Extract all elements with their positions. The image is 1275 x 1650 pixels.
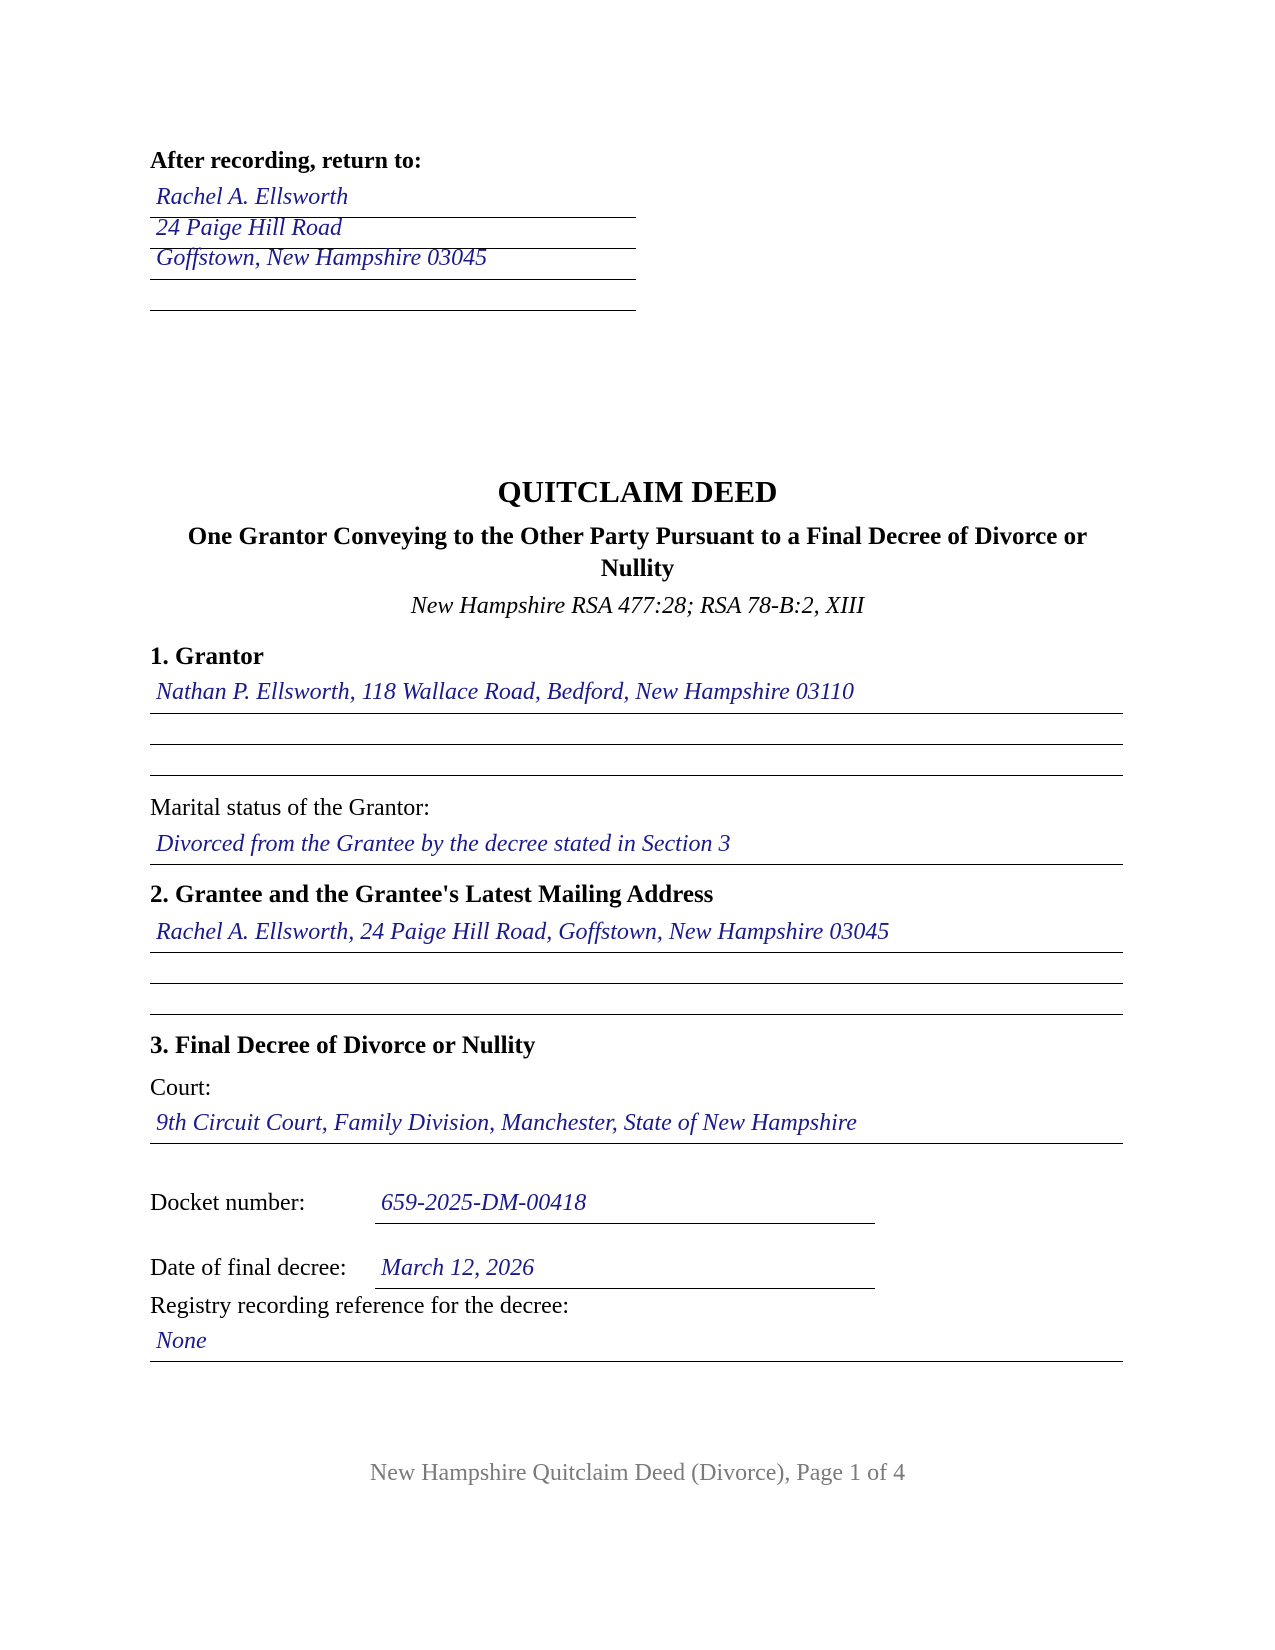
marital-status-label: Marital status of the Grantor:	[150, 795, 430, 821]
docket-number-rule	[375, 1223, 875, 1224]
section-1-heading: 1. Grantor	[150, 643, 264, 670]
return-to-city: Goffstown, New Hampshire 03045	[156, 245, 488, 271]
grantor-rule-2	[150, 744, 1123, 745]
grantee-rule-3	[150, 1014, 1123, 1015]
grantee-line-1: Rachel A. Ellsworth, 24 Paige Hill Road, Goffstown, New Hampshire 03045	[156, 919, 890, 945]
statute-reference: New Hampshire RSA 477:28; RSA 78-B:2, XIII	[410, 593, 865, 619]
court-rule	[150, 1143, 1123, 1144]
registry-reference-value: None	[156, 1328, 207, 1354]
registry-reference-label: Registry recording reference for the decree:	[150, 1293, 570, 1319]
document-subtitle-line-2: Nullity	[600, 555, 675, 582]
return-to-line-3	[150, 279, 636, 280]
registry-reference-rule	[150, 1361, 1123, 1362]
page-footer: New Hampshire Quitclaim Deed (Divorce), Page 1 of 4	[369, 1460, 906, 1486]
marital-status-rule	[150, 864, 1123, 865]
docket-number-label: Docket number:	[150, 1190, 306, 1216]
return-to-heading: After recording, return to:	[150, 148, 422, 174]
court-value: 9th Circuit Court, Family Division, Manchester, State of New Hampshire	[156, 1110, 857, 1136]
document-title: QUITCLAIM DEED	[497, 474, 778, 509]
decree-date-rule	[375, 1288, 875, 1289]
section-3-heading: 3. Final Decree of Divorce or Nullity	[150, 1032, 536, 1059]
return-to-street: 24 Paige Hill Road	[156, 215, 342, 241]
court-label: Court:	[150, 1075, 212, 1101]
return-to-name: Rachel A. Ellsworth	[156, 184, 349, 210]
section-2-heading: 2. Grantee and the Grantee's Latest Mailing Address	[150, 881, 714, 908]
grantee-rule-2	[150, 983, 1123, 984]
grantor-rule-3	[150, 775, 1123, 776]
grantor-line-1: Nathan P. Ellsworth, 118 Wallace Road, Bedford, New Hampshire 03110	[156, 679, 854, 705]
decree-date-value: March 12, 2026	[381, 1255, 535, 1281]
return-to-line-4	[150, 310, 636, 311]
decree-date-label: Date of final decree:	[150, 1255, 347, 1281]
marital-status-value: Divorced from the Grantee by the decree stated in Section 3	[156, 831, 731, 857]
document-subtitle-line-1: One Grantor Conveying to the Other Party Pursuant to a Final Decree of Divorce or	[187, 523, 1088, 550]
grantee-rule-1	[150, 952, 1123, 953]
grantor-rule-1	[150, 713, 1123, 714]
docket-number-value: 659-2025-DM-00418	[381, 1190, 587, 1216]
